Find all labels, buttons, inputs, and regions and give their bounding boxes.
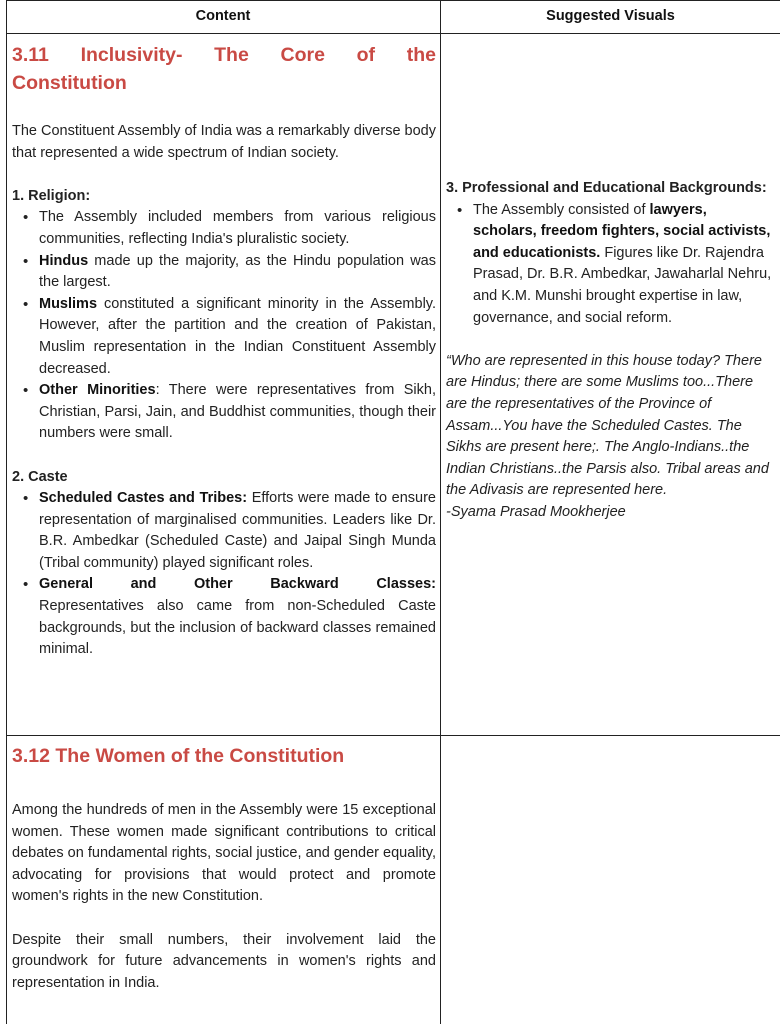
- content-cell-inclusivity: [12, 41, 436, 661]
- list-item: • The Assembly consisted of lawyers, scholars, freedom fighters, social activists, and educationists. Figures like Dr. Rajendra Prasad, Dr. B.R. Ambedkar, Jawaharlal Nehru, and K.M. Munshi brought expertise in law, governance, and social reform.: [473, 200, 774, 330]
- column-header-suggested-visuals: Suggested Visuals: [546, 8, 675, 24]
- list-item: • Hindus made up the majority, as the Hindu population was the largest.: [39, 251, 436, 294]
- content-cell-women: [12, 742, 436, 994]
- table-border-left: [6, 0, 7, 1024]
- table-row-divider: [6, 735, 780, 736]
- column-header-content: Content: [195, 8, 251, 24]
- quote-attribution: -Syama Prasad Mookherjee: [446, 503, 626, 520]
- table-header-divider: [6, 33, 780, 34]
- table-column-divider: [440, 0, 441, 1024]
- intro-paragraph: The Constituent Assembly of India was a remarkably diverse body that represented a wide spectrum of Indian society.: [12, 123, 436, 161]
- list-item: • The Assembly included members from various religious communities, reflecting India's pluralistic society.: [39, 207, 436, 250]
- professional-backgrounds-heading: 3. Professional and Educational Backgrounds:: [446, 180, 767, 196]
- women-paragraph-1: Among the hundreds of men in the Assembly were 15 exceptional women. These women made significant contributions to critical debates on fundamental rights, social justice, and gender equality, advocating for provisions that would protect and promote women's rights in the new Constitution.: [12, 802, 436, 905]
- visuals-cell-inclusivity: [446, 178, 774, 524]
- list-item: • Muslims constituted a significant minority in the Assembly. However, after the partition and the creation of Pakistan, Muslim representation in the Indian Constituent Assembly decreased.: [39, 294, 436, 380]
- quote-text: “Who are represented in this house today? There are Hindus; there are some Muslims too...There are the representatives of the Province of Assam...You have the Scheduled Castes. The Sikhs are present here;. The Anglo-Indians..the Indian Christians..the Parsis also. Tribal areas and the Adivasis are represented here.: [446, 352, 769, 499]
- section-title-inclusivity: 3.11 Inclusivity- The Core of the Constitution: [12, 44, 436, 94]
- list-item: • Scheduled Castes and Tribes: Efforts were made to ensure representation of marginalised communities. Leaders like Dr. B.R. Ambedkar (Scheduled Caste) and Jaipal Singh Munda (Tribal community) played significant roles.: [39, 488, 436, 574]
- women-paragraph-2: Despite their small numbers, their involvement laid the groundwork for future advancements in women's rights and representation in India.: [12, 931, 436, 991]
- religion-heading: 1. Religion:: [12, 187, 91, 204]
- section-title-women: 3.12 The Women of the Constitution: [12, 745, 345, 767]
- professional-list: [446, 200, 774, 330]
- list-item: • Other Minorities: There were representatives from Sikh, Christian, Parsi, Jain, and Buddhist communities, though their numbers were small.: [39, 380, 436, 445]
- religion-list: [12, 207, 436, 445]
- caste-heading: 2. Caste: [12, 468, 68, 485]
- list-item: • General and Other Backward Classes: Representatives also came from non-Scheduled Caste backgrounds, but the inclusion of backward classes remained minimal.: [39, 574, 436, 660]
- caste-list: [12, 488, 436, 661]
